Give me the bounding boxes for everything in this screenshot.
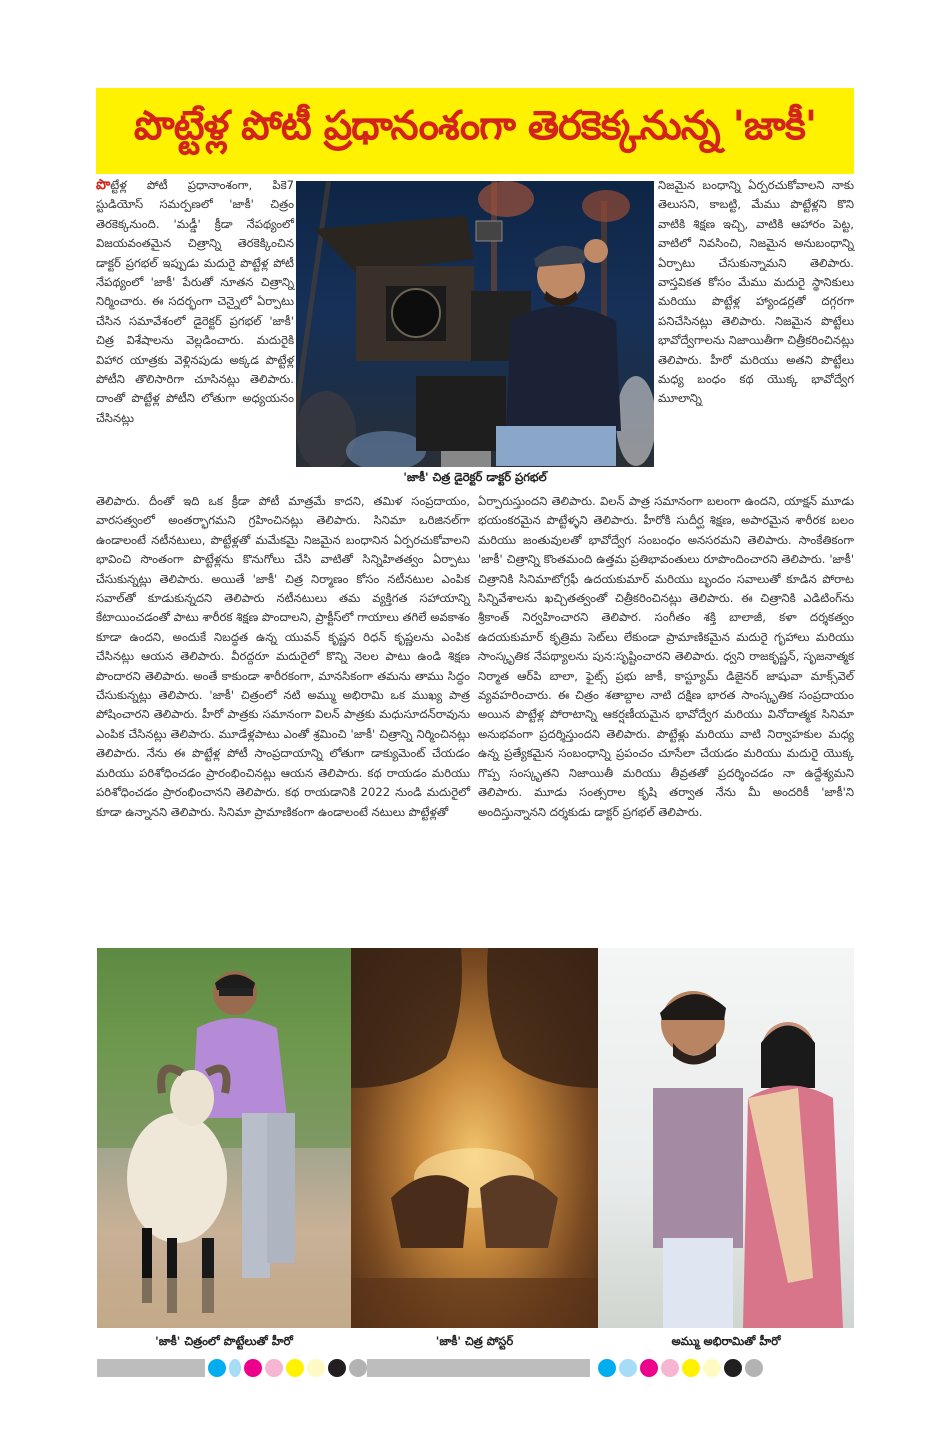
gray-strip — [97, 1359, 205, 1377]
print-registration-bar-left — [97, 1358, 367, 1378]
headline-banner — [96, 88, 854, 174]
hero-with-heroine-illustration — [598, 948, 854, 1328]
light-cyan-dot — [619, 1359, 637, 1377]
article-column-right: నిజమైన బంధాన్ని ఏర్పరచుకోవాలని నాకు తెలుసని, కాబట్టి, మేము పొట్టేళ్లని కొని వాటికి శిక్షణ ఇచ్చి, వాటికి ఆహారం పెట్ట, వాటిలో నివసించి, నిజమైన అనుబంధాన్ని ఏర్పాటు చేసుకున్నామని తెలిపారు. వాస్తవికత కోసం మేము మదురై స్థానికులు మరియు పొట్టేళ్ల హ్యాండర్లతో దగ్గరగా పనిచేసినట్లు తెలిపారు. నిజమైన పొట్టేలు భావోద్వేగాలను నిజాయితీగా చిత్రీకరించినట్లు తెలిపారు. హీరో మరియు అతని పొట్టేలు మధ్య బంధం కథ యొక్క భావోద్వేగ మూలాన్ని — [658, 178, 855, 406]
gray-strip — [367, 1359, 590, 1377]
movie-poster-illustration — [351, 948, 598, 1328]
cyan-dot — [598, 1359, 616, 1377]
article-column-left — [96, 176, 294, 428]
article-text-lower-left: తెలిపారు. దీంతో ఇది ఒక క్రీడా పోటీ మాత్రమే కాదని, తమిళ సంప్రదాయం, వారసత్వంలో అంతర్భాగమని గ్రహించినట్లు తెలిపారు. సినిమా ఒరిజినల్‌గా ఉండాలంటే నటీనటులు, పొట్టేళ్లతో మమేకమై నిజమైన బంధానిన ఏర్పరచుకోవాలని భావించి సొంతంగా పొట్టేళ్లను కొనుగోలు చేసి వాటితో సిన్నిహితత్వం ఏర్పాటు చేసుకున్నట్లు తెలిపారు. అయితే 'జాకీ' చిత్ర నిర్మాణం కోసం నటీనటుల ఎంపిక సవాల్‌తో కూడుకున్నదని తెలిపారు నటీనటులు తమ వ్యక్తిగత సహాయాన్ని కేటాయించడంతో పాటు శారీరక శిక్షణ పొందాలని, ప్రాక్టీస్‌లో గాయాలు తగిలే అవకాశం కూడా ఉందని, అందుకే నిబద్ధత ఉన్న యువన్ కృష్ణన రిధన్ కృష్ణలను ఎంపిక చేసినట్లు ఆయన తెలిపారు. వీరద్దరూ మదురైలో కొన్ని నెలల పాటు ఉండి శిక్షణ పొందారని తెలిపారు. అంతే కాకుండా శారీరకంగా, మానసికంగా తమను తాము సిద్ధం చేసుకున్నట్లు తెలిపారు. 'జాకీ' చిత్రంలో నటి అమ్ము అభిరామి ఒక ముఖ్య పాత్ర పోషించారని తెలిపారు. హీరో పాత్రకు సమానంగా విలన్ పాత్రకు మధుసూదన్‌రావును ఎంపిక చేసినట్లు తెలిపారు. మూడేళ్లపాటు ఎంతో శ్రమించి 'జాకీ' చిత్రాన్ని నిర్మించినట్లు తెలిపారు. నేను ఈ పొట్టేళ్ల పోటీ సాంప్రదాయాన్ని లోతుగా డాక్యుమెంట్ చేయడం మరియు పరిశోధించడం ప్రారంభించినట్లు ఆయన తెలిపారు. కథ రాయడం మరియు పరిశోధించడం ప్రారంభించానని తెలిపారు. కథ రాయడానికి 2022 నుండి మదురైలో కూడా ఉన్నానని తెలిపారు. సినిమా ప్రామాణికంగా ఉండాలంటే నటులు పొట్టేళ్లతో — [96, 494, 470, 819]
light-magenta-dot — [661, 1359, 679, 1377]
print-registration-bar-right — [367, 1358, 763, 1378]
magenta-dot — [244, 1359, 262, 1377]
light-cyan-dot — [229, 1359, 241, 1377]
light-yellow-dot — [307, 1359, 325, 1377]
hero-with-heroine-caption: అమ్ము అభిరామితో హీరో — [671, 1334, 781, 1348]
light-yellow-dot — [703, 1359, 721, 1377]
hero-with-ram-illustration — [97, 948, 351, 1328]
gray-dot — [349, 1359, 367, 1377]
magenta-dot — [640, 1359, 658, 1377]
article-text-lower-right: ఏర్పారుస్తుందని తెలిపారు. విలన్ పాత్ర సమానంగా బలంగా ఉందని, యాక్షన్ మూడు భయంకరమైన పొట్టేళ్ళని తెలిపారు. హీరోకి సుదీర్ఘ శిక్షణ, అపారమైన శారీరక బలం మరియు జంతువులతో భావోద్వేగ సంబంధం అనసరమని తెలిపారు. సాంకేతికంగా 'జాకీ' చిత్రాన్ని కొంతమంది ఉత్తమ ప్రతిభావంతులు రూపొందించారని తెలిపారు. 'జాకీ' చిత్రానికి సినిమాటోగ్రఫీ ఉదయకుమార్ మరియు బృందం సవాలుతో కూడిన పోరాట సిన్నివేశాలను ఖచ్చితత్వంతో చిత్రీకరించినట్లు తెలిపారు. ఈ చిత్రానికి ఎడిటింగ్‌ను శ్రీకాంత్ నిర్వహించారని తెలిపార. సంగీతం శక్తి బాలాజీ, కళా దర్శకత్వం ఉదయకుమార్ కృత్రిమ సెట్‌లు లేకుండా ప్రామాణికమైన మదురై గృహాలు మరియు సాంస్కృతిక నేపథ్యాలను పున:సృష్టించారని తెలిపారు. ధ్వని రాజకృష్ణన్, సృజనాత్మక నిర్మాత ఆర్‌పి బాలా, ఫైట్స్ ప్రభు జాకీ, కాస్ట్యూమ్ డిజైనర్ జాషువా మాక్స్‌వెల్ వ్యవహరించారు. ఈ చిత్రం శతాబ్దాల నాటి దక్షిణ భారత సాంస్కృతిక సంప్రదాయం అయిన పొట్టేళ్ల పోరాటాన్ని ఆకర్షణీయమైన భావోద్వేగ మరియు వినోదాత్మక సినిమా అనుభవంగా ప్రదర్శిస్తుందని తెలిపారు. పొట్టేళ్లు మరియు వాటి నిర్వాహకుల మధ్య ఉన్న ప్రత్యేకమైన సంబంధాన్ని ప్రపంచం చూసేలా చేయడం మరియు మదురై యొక్క గొప్ప సంస్కృతని నిజాయితీ మరియు తీవ్రతతో ప్రదర్శించడం నా ఉద్దేశ్యమని తెలిపారు. మూడు సంత్సరాల కృషి తర్వాత నేను మీ అందరికీ 'జాకీ'ని అందిస్తున్నానని దర్శకుడు డాక్టర్ ప్రగభల్ తెలిపారు. — [478, 494, 854, 819]
yellow-dot — [286, 1359, 304, 1377]
light-magenta-dot — [265, 1359, 283, 1377]
cyan-dot — [208, 1359, 226, 1377]
yellow-dot — [682, 1359, 700, 1377]
gray-dot — [745, 1359, 763, 1377]
movie-poster-caption: 'జాకీ' చిత్ర పోస్టర్ — [435, 1334, 514, 1348]
director-camera-illustration — [296, 181, 654, 467]
headline: పొట్టేళ్ల పోటీ ప్రధానంశంగా తెరకెక్కనున్న 'జాకీ' — [133, 103, 817, 149]
hero-with-ammu-abhirami-photo — [598, 948, 854, 1328]
director-photo-caption: 'జాకీ' చిత్ర డైరెక్టర్ డాక్టర్ ప్రగభల్ — [403, 470, 547, 484]
black-dot — [724, 1359, 742, 1377]
director-photo — [296, 181, 654, 467]
article-text-left: ట్టేళ్ల పోటీ ప్రధానాంశంగా, పికె7 స్టుడియోస్ సమర్పణలో 'జాకీ' చిత్రం తెరకెక్కనుంది. 'మడ్డీ' క్రీడా నేపథ్యంలో విజయవంతమైన చిత్రాన్ని తెరకెక్కించిన డాక్టర్ ప్రగభల్ ఇప్పుడు మదురై పొట్టేళ్ల పోటీ నేపథ్యంలో 'జాకీ' పేరుతో నూతన చిత్రాన్ని నిర్మించారు. ఈ సదర్భంగా చెన్నైలో ఏర్పాటు చేసిన సమావేశంలో డైరెక్టర్ ప్రగభల్ 'జాకీ' చిత్ర విశేషాలను వెల్లడించారు. మదురైకి విహార యాత్రకు వెళ్లినపుడు అక్కడ పొట్టేళ్ల పోటీని తొలిసారిగా చూసినట్లు తెలిపారు. దాంతో పొట్టేళ్ల పోటీని లోతుగా అధ్యయనం చేసినట్లు — [96, 178, 294, 425]
hero-with-ram-caption: 'జాకీ' చిత్రంలో పొట్టేలుతో హీరో — [155, 1334, 293, 1348]
black-dot — [328, 1359, 346, 1377]
movie-poster — [351, 948, 598, 1328]
drop-cap: పొ — [96, 177, 111, 193]
hero-with-ram-photo — [97, 948, 351, 1328]
